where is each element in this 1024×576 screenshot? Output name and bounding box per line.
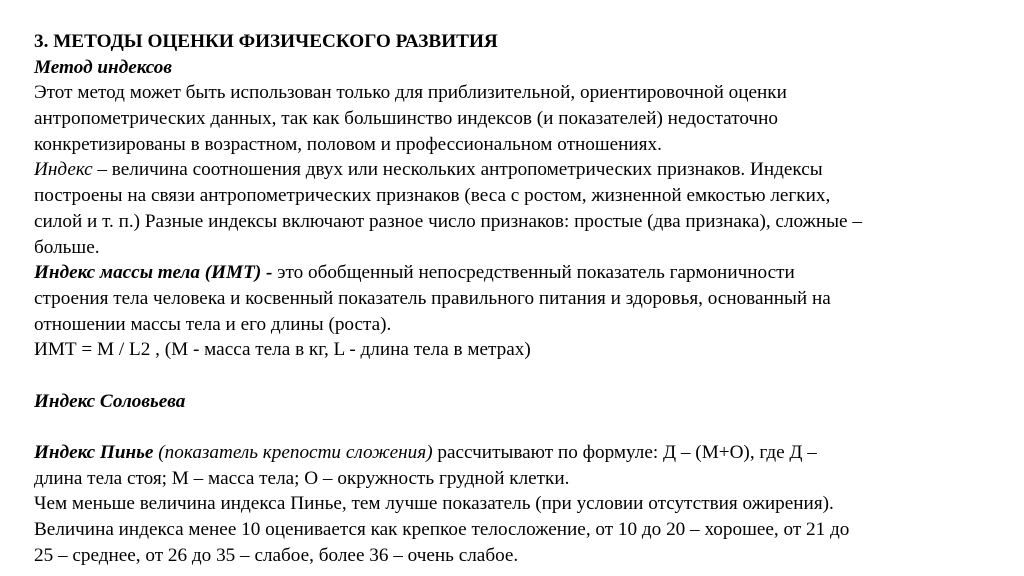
bmi-formula: ИМТ = М / L2 , (М - масса тела в кг, L - длина тела в метрах) [34,339,531,361]
spacer [34,414,994,440]
section-heading: 3. МЕТОДЫ ОЦЕНКИ ФИЗИЧЕСКОГО РАЗВИТИЯ [34,31,498,52]
index-term: Индекс [34,159,93,181]
bmi-line-2: строения тела человека и косвенный показатель правильного питания и здоровья, основанный на [34,287,831,309]
pignet-line-2: длина тела стоя; М – масса тела; О – окружность грудной клетки. [34,467,570,489]
pignet-subtitle: (показатель крепости сложения) [153,442,433,463]
bmi-line-1 [34,260,994,286]
index-definition-line-3: силой и т. п.) Разные индексы включают разное число признаков: простые (два признака), сложные – [34,210,862,232]
index-definition-text: – величина соотношения двух или нескольких антропометрических признаков. Индексы [92,159,823,181]
intro-line-3: конкретизированы в возрастном, половом и профессиональном отношениях. [34,133,662,155]
intro-line-1: Этот метод может быть использован только для приблизительной, ориентировочной оценки [34,82,787,104]
index-definition-line-1 [34,157,994,183]
bmi-definition-text: это обобщенный непосредственный показатель гармоничности [272,262,795,284]
soloviev-index-title: Индекс Соловьева [34,390,186,412]
index-definition-line-4: больше. [34,236,100,258]
bmi-term: Индекс массы тела (ИМТ) - [34,262,273,284]
pignet-line-5: 25 – среднее, от 26 до 35 – слабое, более 36 – очень слабое. [34,544,519,566]
method-subheading: Метод индексов [34,56,172,78]
pignet-line-4: Величина индекса менее 10 оценивается как крепкое телосложение, от 10 до 20 – хорошее, от 21 до [34,519,850,541]
pignet-line-3: Чем меньше величина индекса Пинье, тем лучше показатель (при условии отсутствия ожирения). [34,493,834,515]
slide-content [34,29,994,568]
intro-line-2: антропометрических данных, так как большинство индексов (и показателей) недостаточно [34,108,778,130]
index-definition-line-2: построены на связи антропометрических признаков (веса с ростом, жизненной емкостью легких, [34,185,831,207]
pignet-formula-text: рассчитывают по формуле: Д – (М+О), где Д – [432,442,817,463]
spacer [34,363,994,389]
pignet-line-1 [34,440,994,466]
pignet-term: Индекс Пинье [34,442,154,463]
bmi-line-3: отношении массы тела и его длины (роста). [34,313,392,335]
